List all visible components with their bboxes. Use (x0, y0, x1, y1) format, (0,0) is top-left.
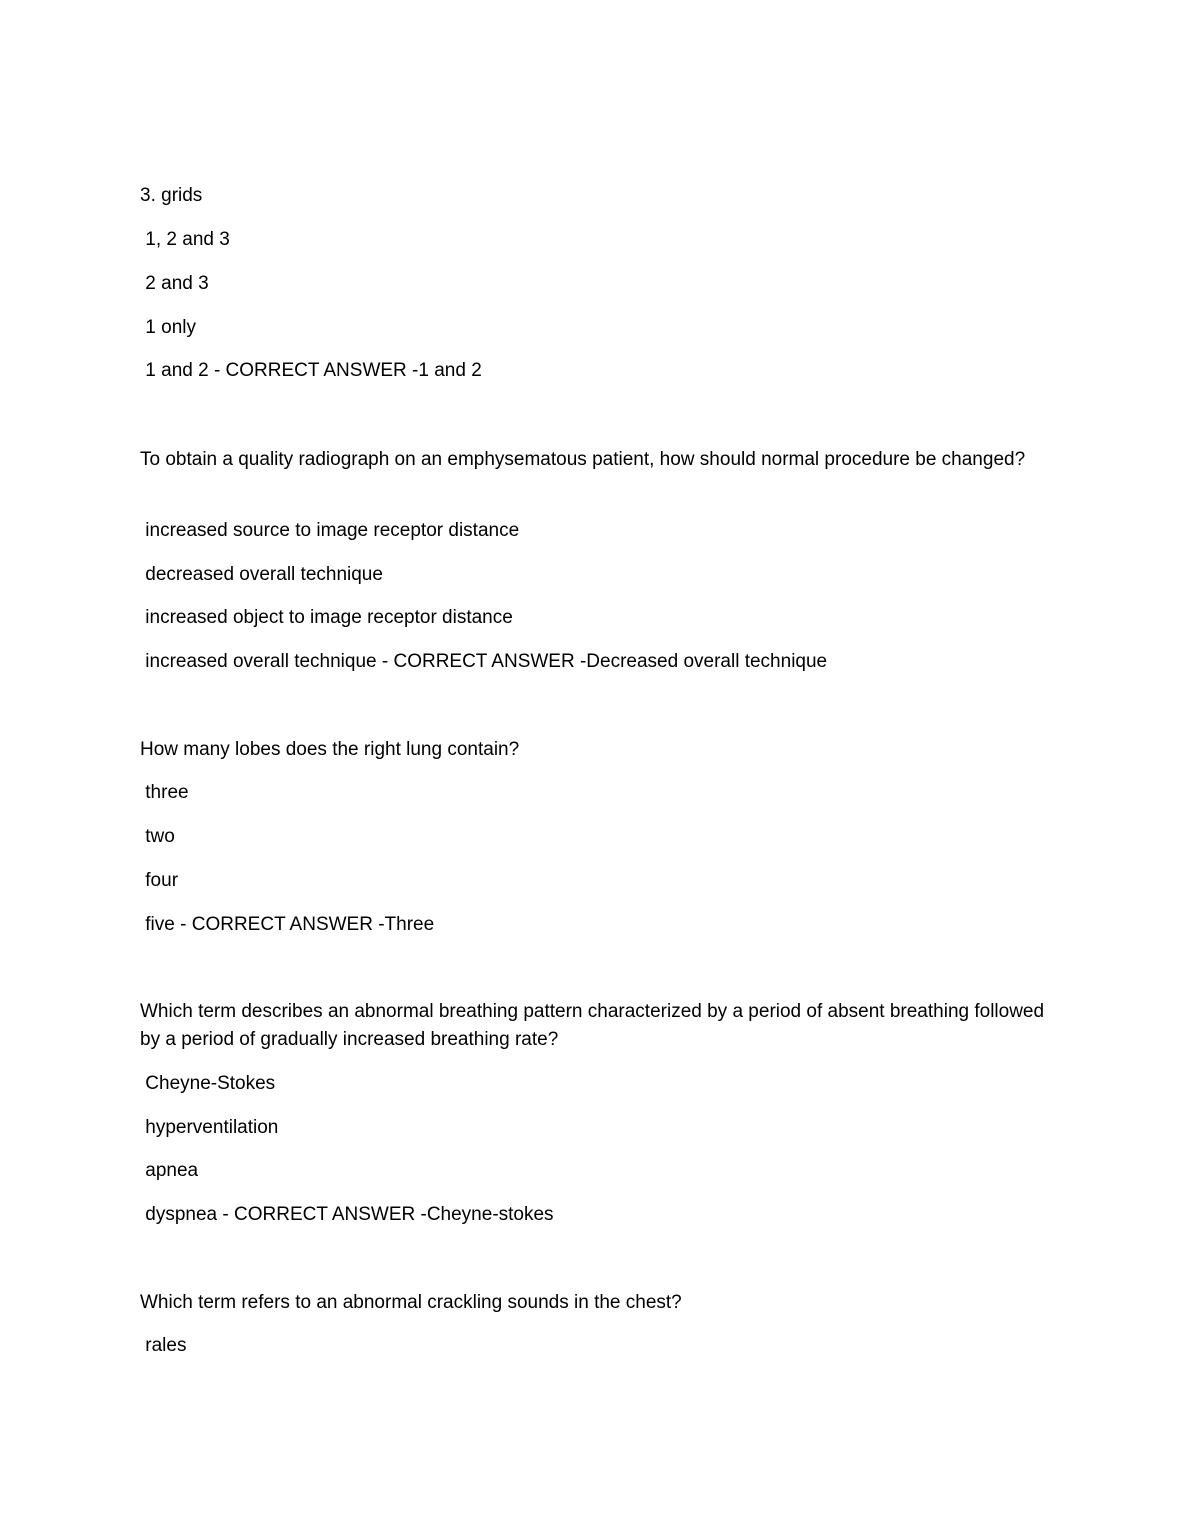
answer-option-with-correct-answer: five - CORRECT ANSWER -Three (140, 914, 435, 935)
answer-option: 1 only (140, 317, 196, 338)
answer-option: decreased overall technique (140, 564, 383, 585)
answer-option: four (140, 870, 179, 891)
list-item: 3. grids (140, 185, 203, 206)
answer-option-with-correct-answer: dyspnea - CORRECT ANSWER -Cheyne-stokes (140, 1204, 554, 1225)
question-text: Which term describes an abnormal breathing pattern characterized by a period of absent breathing followed by a period of gradually increased breathing rate? (140, 1001, 1045, 1050)
answer-option: increased object to image receptor distance (140, 607, 513, 628)
answer-option: hyperventilation (140, 1117, 279, 1138)
answer-option: three (140, 782, 189, 803)
answer-option: rales (140, 1335, 187, 1356)
answer-option: Cheyne-Stokes (140, 1073, 276, 1094)
answer-option: 1, 2 and 3 (140, 229, 230, 250)
answer-option: increased source to image receptor distance (140, 520, 520, 541)
answer-option: two (140, 826, 175, 847)
answer-option: apnea (140, 1160, 199, 1181)
answer-option-with-correct-answer: 1 and 2 - CORRECT ANSWER -1 and 2 (140, 360, 482, 381)
question-text: Which term refers to an abnormal crackling sounds in the chest? (140, 1292, 682, 1313)
question-text: To obtain a quality radiograph on an emphysematous patient, how should normal procedure be changed? (140, 449, 1026, 470)
question-text: How many lobes does the right lung contain? (140, 739, 520, 760)
answer-option-with-correct-answer: increased overall technique - CORRECT ANSWER -Decreased overall technique (140, 651, 828, 672)
answer-option: 2 and 3 (140, 273, 209, 294)
